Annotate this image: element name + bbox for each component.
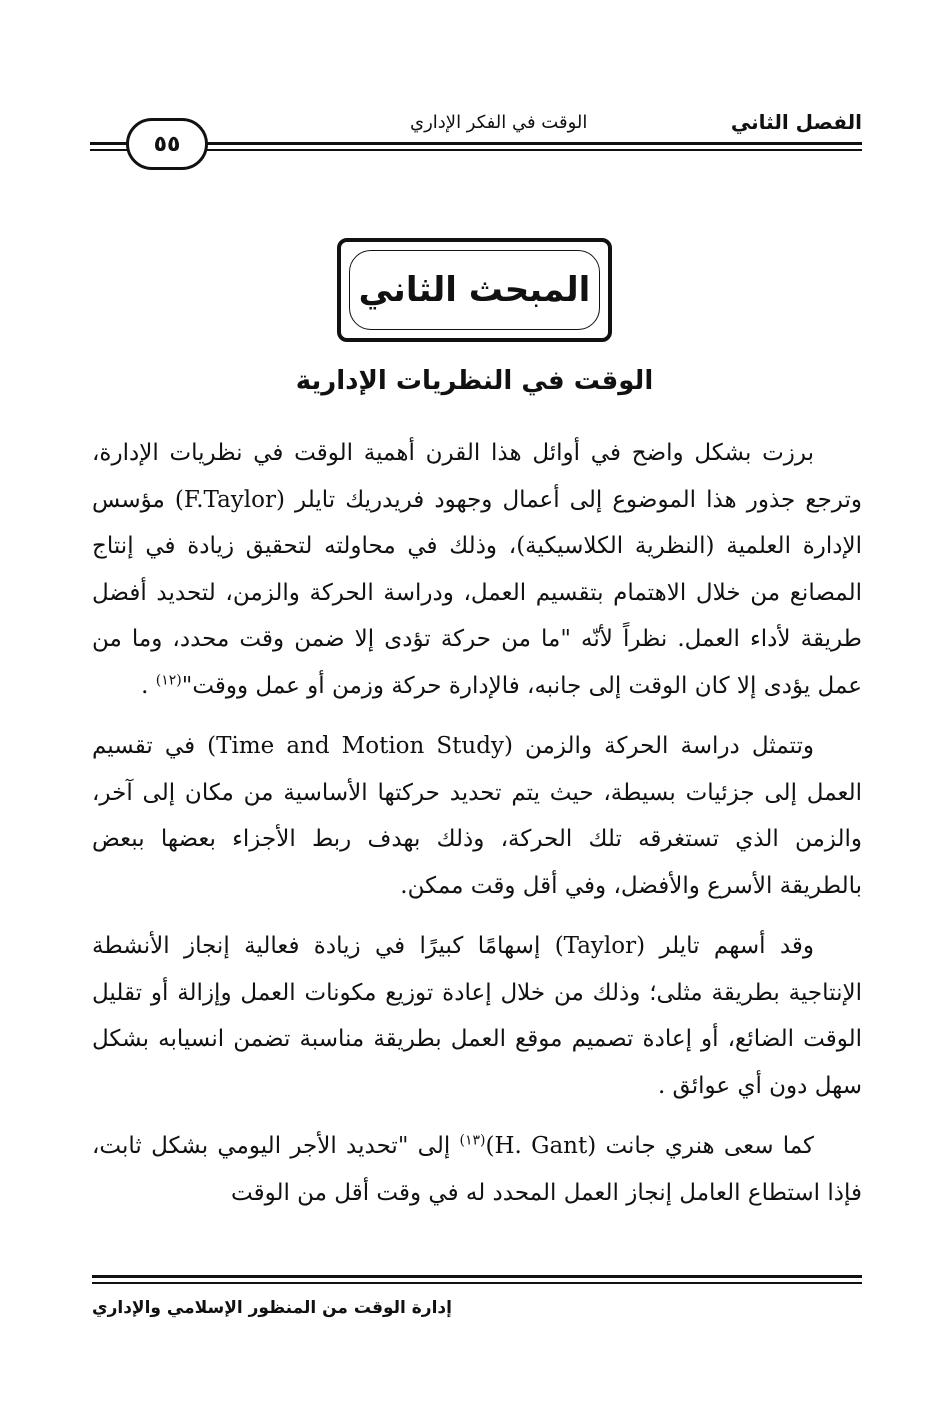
paragraph-1-text-d: .: [141, 672, 156, 699]
paragraph-3: [92, 923, 862, 1109]
paragraph-2-text-a: وتتمثل دراسة الحركة والزمن: [512, 733, 814, 759]
section-subtitle: الوقت في النظريات الإدارية: [295, 366, 654, 396]
footer-rule-thin: [92, 1282, 862, 1284]
header-rule-left-thick: [90, 142, 128, 145]
section-title: المبحث الثاني: [358, 270, 591, 310]
paragraph-4-latin-term: (H. Gant): [485, 1133, 597, 1159]
paragraph-1-latin-term: (F.Taylor): [174, 486, 285, 513]
paragraph-4: [92, 1123, 862, 1216]
chapter-label: الفصل الثاني: [730, 110, 862, 134]
header-rule-thin: [200, 149, 862, 151]
paragraph-2-latin-term: (Time and Motion Study): [207, 733, 513, 759]
section-title-frame: [337, 238, 612, 342]
body-text: [92, 430, 862, 1230]
footnote-ref-12: (١٢): [155, 671, 182, 688]
footnote-ref-13: (١٣): [459, 1132, 486, 1149]
paragraph-1-text-a: برزت بشكل واضح في أوائل هذا القرن أهمية الوقت في نظريات الإدارة، وترجع جذور هذا الموضوع إلى أعمال وجهود فريدريك تايلر: [92, 440, 862, 513]
paragraph-3-text-a: وقد أسهم تايلر: [645, 933, 814, 959]
page-header: [90, 100, 862, 160]
paragraph-4-text-c: إلى "تحديد الأجر اليومي بشكل ثابت، فإذا استطاع العامل إنجاز العمل المحدد له في وقت أقل من الوقت: [92, 1133, 862, 1206]
paragraph-1: [92, 430, 862, 709]
paragraph-3-text-c: إسهامًا كبيرًا في زيادة فعالية إنجاز الأنشطة الإنتاجية بطريقة مثلى؛ وذلك من خلال إعادة توزيع مكونات العمل وإزالة أو تقليل الوقت الضائع، أو إعادة تصميم موقع العمل بطريقة مناسبة تضمن انسيابه بشكل سهل دون أي عوائق .: [92, 933, 862, 1099]
footer-rule-thick: [92, 1275, 862, 1278]
page-number: ٥٥: [126, 118, 208, 170]
section-title-inner-frame: [349, 250, 600, 330]
running-title: الوقت في الفكر الإداري: [410, 112, 588, 133]
paragraph-2-text-c: في تقسيم العمل إلى جزئيات بسيطة، حيث يتم تحديد حركتها الأساسية من مكان إلى آخر، والزمن الذي تستغرقه تلك الحركة، وذلك بهدف ربط الأجزاء بعضها ببعض بالطريقة الأسرع والأفضل، وفي أقل وقت ممكن.: [92, 733, 862, 899]
paragraph-2: [92, 723, 862, 909]
footer-book-title: إدارة الوقت من المنظور الإسلامي والإداري: [92, 1298, 452, 1318]
header-rule-thick: [200, 142, 862, 145]
paragraph-3-latin-term: (Taylor): [554, 933, 646, 959]
header-rule-left-thin: [90, 149, 128, 151]
paragraph-1-text-c: مؤسس الإدارة العلمية (النظرية الكلاسيكية)، وذلك في محاولته لتحقيق زيادة في إنتاج المصانع من خلال الاهتمام بتقسيم العمل، ودراسة الحركة والزمن، لتحديد أفضل طريقة لأداء العمل. نظراً لأنّه "ما من حركة تؤدى إلا ضمن وقت محدد، وما من عمل يؤدى إلا كان الوقت إلى جانبه، فالإدارة حركة وزمن أو عمل ووقت": [92, 486, 862, 699]
paragraph-4-text-a: كما سعى هنري جانت: [596, 1133, 814, 1159]
